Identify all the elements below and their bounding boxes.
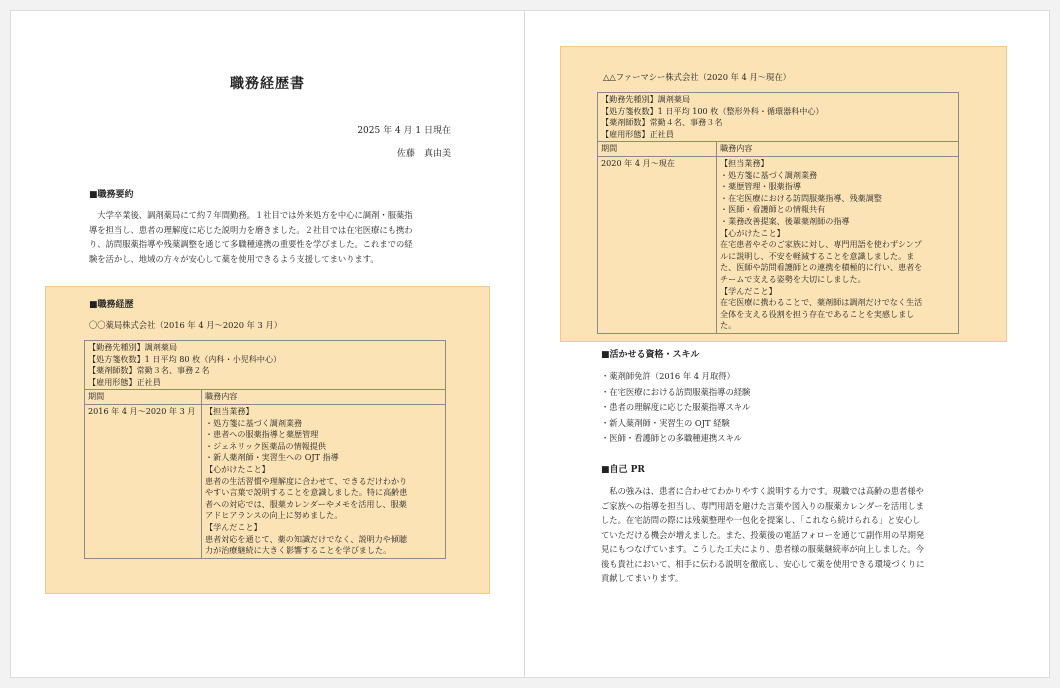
history-heading: ■職務経歴 — [89, 300, 134, 310]
content-line: ・患者への服薬指導と薬歴管理 — [205, 429, 319, 440]
page-left — [11, 11, 524, 677]
pr-text — [601, 484, 971, 586]
pr-line: 私の強みは、患者に合わせてわかりやすく説明する力です。現職では高齢の患者様や — [609, 486, 924, 496]
period-cell: 2020 年 4 月〜現在 — [598, 156, 717, 333]
table-header-row — [598, 142, 959, 157]
content-line: た、医師や訪問看護師との連携を積極的に行い、患者を — [720, 262, 923, 273]
skills-list — [601, 369, 981, 447]
column-header-content: 職務内容 — [717, 142, 959, 157]
content-line: 【心がけたこと】 — [205, 463, 270, 474]
employment-meta — [598, 93, 959, 142]
summary-line: 導を担当し、患者の理解度に応じた説明力を磨きました。２社目では在宅医療にも携わ — [89, 224, 413, 235]
pr-line: した。在宅訪問の際には残薬整理や一包化を提案し、「これなら続けられる」と安心し — [601, 515, 921, 525]
skills-heading: ■活かせる資格・スキル — [601, 350, 700, 360]
pr-line: ていただける機会が増えました。また、投薬後の電話フォローを通じて副作用の早期発 — [601, 529, 925, 540]
content-line: ルに説明し、不安を軽減することを意識しました。ま — [720, 250, 915, 261]
summary-text — [89, 208, 449, 266]
column-header-period: 期間 — [598, 142, 717, 157]
table-row — [85, 341, 446, 390]
content-line: ・新人薬剤師・実習生への OJT 指導 — [205, 452, 339, 463]
summary-line: り、訪問服薬指導や残薬調整を通じて多職種連携の重要性を学びました。これまでの経 — [89, 239, 413, 249]
meta-line: 【薬剤師数】常勤４名、事務３名 — [601, 117, 723, 128]
history-highlight — [45, 286, 490, 594]
content-line: 全体を支える役割を担う存在であることを実感しまし — [720, 308, 915, 319]
pr-line: 後も貴社において、相手に伝わる説明を徹底し、安心して薬を使用できる環境づくりに — [601, 558, 925, 569]
content-line: 力が治療継続に大きく影響することを学びました。 — [205, 545, 392, 556]
list-item: ・患者の理解度に応じた服薬指導スキル — [601, 402, 751, 412]
meta-line: 【薬剤師数】常勤３名、事務２名 — [88, 365, 210, 376]
author-name: 佐藤 真由美 — [396, 149, 451, 159]
skills-section — [601, 347, 981, 447]
pr-line: 見にもつなげています。こうした工夫により、患者様の服薬継続率が向上しました。今 — [601, 544, 924, 554]
summary-heading: ■職務要約 — [89, 190, 134, 200]
list-item: ・在宅医療における訪問服薬指導の経験 — [601, 386, 751, 397]
company-name: △△ファーマシー株式会社（2020 年 4 月〜現在） — [603, 72, 791, 82]
content-line: 【担当業務】 — [205, 405, 254, 416]
content-line: アドヒアランスの向上に努めました。 — [205, 510, 343, 521]
meta-line: 【雇用形態】正社員 — [601, 128, 674, 139]
content-line: 在宅医療に携わることで、薬剤師は調剤だけでなく生活 — [720, 297, 923, 308]
content-line: ・処方箋に基づく調剤業務 — [720, 169, 818, 180]
page-right — [525, 11, 1051, 677]
content-line: 患者対応を通じて、薬の知識だけでなく、説明力や傾聴 — [205, 533, 408, 544]
content-line: やすい言葉で説明することを意識しました。特に高齢患 — [205, 487, 408, 498]
content-line: 【担当業務】 — [720, 157, 769, 168]
content-line: ・薬歴管理・服薬指導 — [720, 181, 801, 192]
content-line: 【学んだこと】 — [720, 285, 777, 296]
table-header-row — [85, 390, 446, 405]
list-item: ・薬剤師免許（2016 年 4 月取得） — [601, 371, 735, 381]
meta-line: 【勤務先種別】調剤薬局 — [601, 94, 691, 104]
content-line: た。 — [720, 320, 737, 331]
table-row — [598, 93, 959, 142]
job-table — [597, 92, 959, 334]
content-line: ・業務改善提案、後輩薬剤師の指導 — [720, 215, 850, 226]
content-line: ・在宅医療における訪問服薬指導、残薬調整 — [720, 192, 882, 203]
content-line: ・処方箋に基づく調剤業務 — [205, 417, 303, 428]
pr-heading: ■自己 PR — [601, 465, 645, 475]
column-header-period: 期間 — [85, 390, 202, 405]
employment-meta — [85, 341, 446, 390]
company-name: 〇〇薬局株式会社（2016 年 4 月〜2020 年 3 月） — [89, 320, 283, 330]
content-line: 在宅患者やそのご家族に対し、専門用語を使わずシンプ — [720, 239, 922, 250]
job-table-wrap — [84, 340, 446, 559]
summary-section — [89, 187, 449, 266]
meta-line: 【雇用形態】正社員 — [88, 376, 161, 387]
summary-line: 験を活かし、地域の方々が安心して薬を使用できるよう支援してまいります。 — [89, 253, 379, 264]
pr-section — [601, 462, 971, 586]
period-cell: 2016 年 4 月〜2020 年 3 月 — [85, 404, 202, 558]
content-line: 者への対応では、服薬カレンダーやメモを活用し、服薬 — [205, 498, 407, 509]
job-table-wrap — [597, 92, 959, 334]
job-table — [84, 340, 446, 559]
column-header-content: 職務内容 — [202, 390, 446, 405]
summary-line: 大学卒業後、調剤薬局にて約７年間勤務。１社目では外来処方を中心に調剤・服薬指 — [97, 210, 413, 220]
meta-line: 【処方箋枚数】1 日平均 80 枚（内科・小児科中心） — [88, 353, 282, 364]
content-line: 患者の生活習慣や理解度に合わせて、できるだけわかり — [205, 475, 408, 486]
content-cell — [717, 156, 959, 333]
list-item: ・新人薬剤師・実習生の OJT 経験 — [601, 417, 730, 428]
history-highlight-2 — [560, 46, 1007, 342]
content-cell — [202, 404, 446, 558]
pr-line: ご家族への指導を担当し、専門用語を避けた言葉や図入りの服薬カレンダーを活用しま — [601, 500, 925, 511]
content-line: ・ジェネリック医薬品の情報提供 — [205, 440, 326, 451]
table-row — [85, 404, 446, 558]
meta-line: 【処方箋枚数】1 日平均 100 枚（整形外科・循環器科中心） — [601, 105, 824, 116]
content-line: 【学んだこと】 — [205, 521, 262, 532]
document-title: 職務経歴書 — [230, 76, 305, 92]
meta-line: 【勤務先種別】調剤薬局 — [88, 342, 178, 352]
document-spread — [10, 10, 1050, 678]
list-item: ・医師・看護師との多職種連携スキル — [601, 433, 742, 443]
table-row — [598, 156, 959, 333]
pr-line: 貢献してまいります。 — [601, 573, 684, 583]
content-line: ・医師・看護師との情報共有 — [720, 204, 826, 215]
content-line: 【心がけたこと】 — [720, 227, 785, 238]
document-date: 2025 年 4 月 1 日現在 — [357, 126, 451, 136]
content-line: チームで支える姿勢を大切にしました。 — [720, 273, 866, 284]
